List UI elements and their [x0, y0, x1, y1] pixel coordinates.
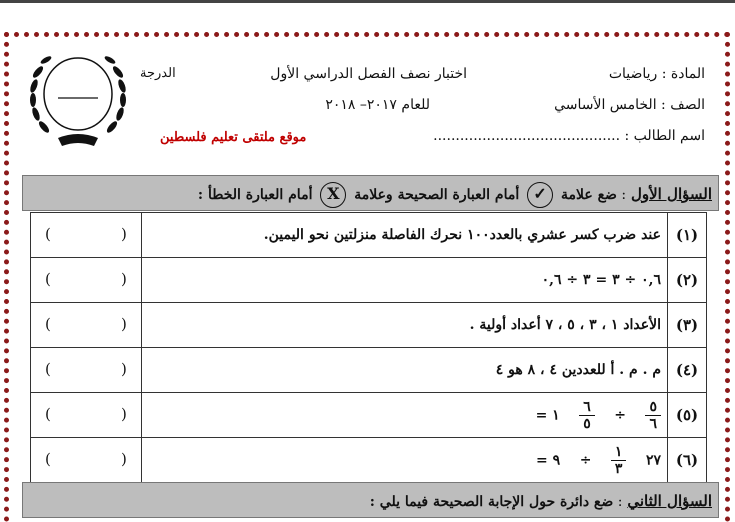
fraction: $\frac{٦}{٥}$	[579, 399, 595, 432]
item-number: (٢)	[668, 258, 707, 303]
statement: م . م . أ للعددين ٤ ، ٨ هو ٤	[142, 348, 668, 393]
check-mark-icon: ✓	[527, 182, 553, 208]
answer-box[interactable]: ( )	[31, 348, 142, 393]
grade-label: الدرجة	[140, 66, 176, 81]
exam-title: اختبار نصف الفصل الدراسي الأول	[270, 66, 467, 82]
table-row	[31, 438, 707, 483]
statement: ٠,٦ ÷ ٣ = ٣ ÷ ٠,٦	[142, 258, 668, 303]
division-operator: ÷	[579, 452, 592, 468]
equation-result: = ٢٧	[536, 452, 661, 468]
q1-instruction-c: أمام العبارة الخطأ :	[197, 187, 313, 203]
top-rule	[0, 0, 735, 3]
table-row	[31, 348, 707, 393]
site-name: موقع ملتقى تعليم فلسطين	[160, 130, 307, 145]
statement: عند ضرب كسر عشري بالعدد١٠٠ نحرك الفاصلة منزلتين نحو اليمين.	[142, 213, 668, 258]
item-number: (٣)	[668, 303, 707, 348]
cross-mark-icon: X	[320, 182, 346, 208]
q1-instruction-a: ضع علامة	[560, 187, 617, 203]
q2-instruction: ضع دائرة حول الإجابة الصحيحة فيما يلي :	[369, 494, 614, 510]
answer-box[interactable]: ( )	[31, 303, 142, 348]
table-row	[31, 303, 707, 348]
question-one-label: السؤال الأول	[630, 185, 712, 203]
table-row	[31, 393, 707, 438]
statement	[142, 438, 668, 483]
fraction: $\frac{٥}{٦}$	[645, 399, 661, 432]
statement: الأعداد ١ ، ٣ ، ٥ ، ٧ أعداد أولية .	[142, 303, 668, 348]
q1-instruction-b: أمام العبارة الصحيحة وعلامة	[354, 187, 520, 203]
fraction: $\frac{١}{٣}$	[611, 444, 627, 477]
answer-box[interactable]: ( )	[31, 258, 142, 303]
laurel-wreath-icon	[18, 42, 138, 152]
item-number: (١)	[668, 213, 707, 258]
item-number: (٥)	[668, 393, 707, 438]
table-row	[31, 258, 707, 303]
class-label: الصف : الخامس الأساسي	[554, 97, 705, 113]
subject-label: المادة : رياضيات	[608, 66, 705, 82]
answer-box[interactable]: ( )	[31, 393, 142, 438]
student-name-label: اسم الطالب : ..........................................	[433, 128, 705, 144]
table-row	[31, 213, 707, 258]
question-two-label: السؤال الثاني	[627, 492, 712, 510]
true-false-table	[30, 212, 707, 483]
item-number: (٦)	[668, 438, 707, 483]
question-two-header: السؤال الثاني : ضع دائرة حول الإجابة الصحيحة فيما يلي :	[22, 482, 719, 518]
division-operator: ÷	[614, 407, 626, 423]
equation-result: = ١	[535, 407, 560, 423]
statement	[142, 393, 668, 438]
whole-number: ٩	[552, 452, 561, 468]
answer-box[interactable]: ( )	[31, 438, 142, 483]
answer-box[interactable]: ( )	[31, 213, 142, 258]
question-one-header: السؤال الأول : ضع علامة ✓ أمام العبارة الصحيحة وعلامة X أمام العبارة الخطأ :	[22, 175, 719, 211]
item-number: (٤)	[668, 348, 707, 393]
exam-year: للعام ٢٠١٧– ٢٠١٨	[325, 97, 430, 113]
